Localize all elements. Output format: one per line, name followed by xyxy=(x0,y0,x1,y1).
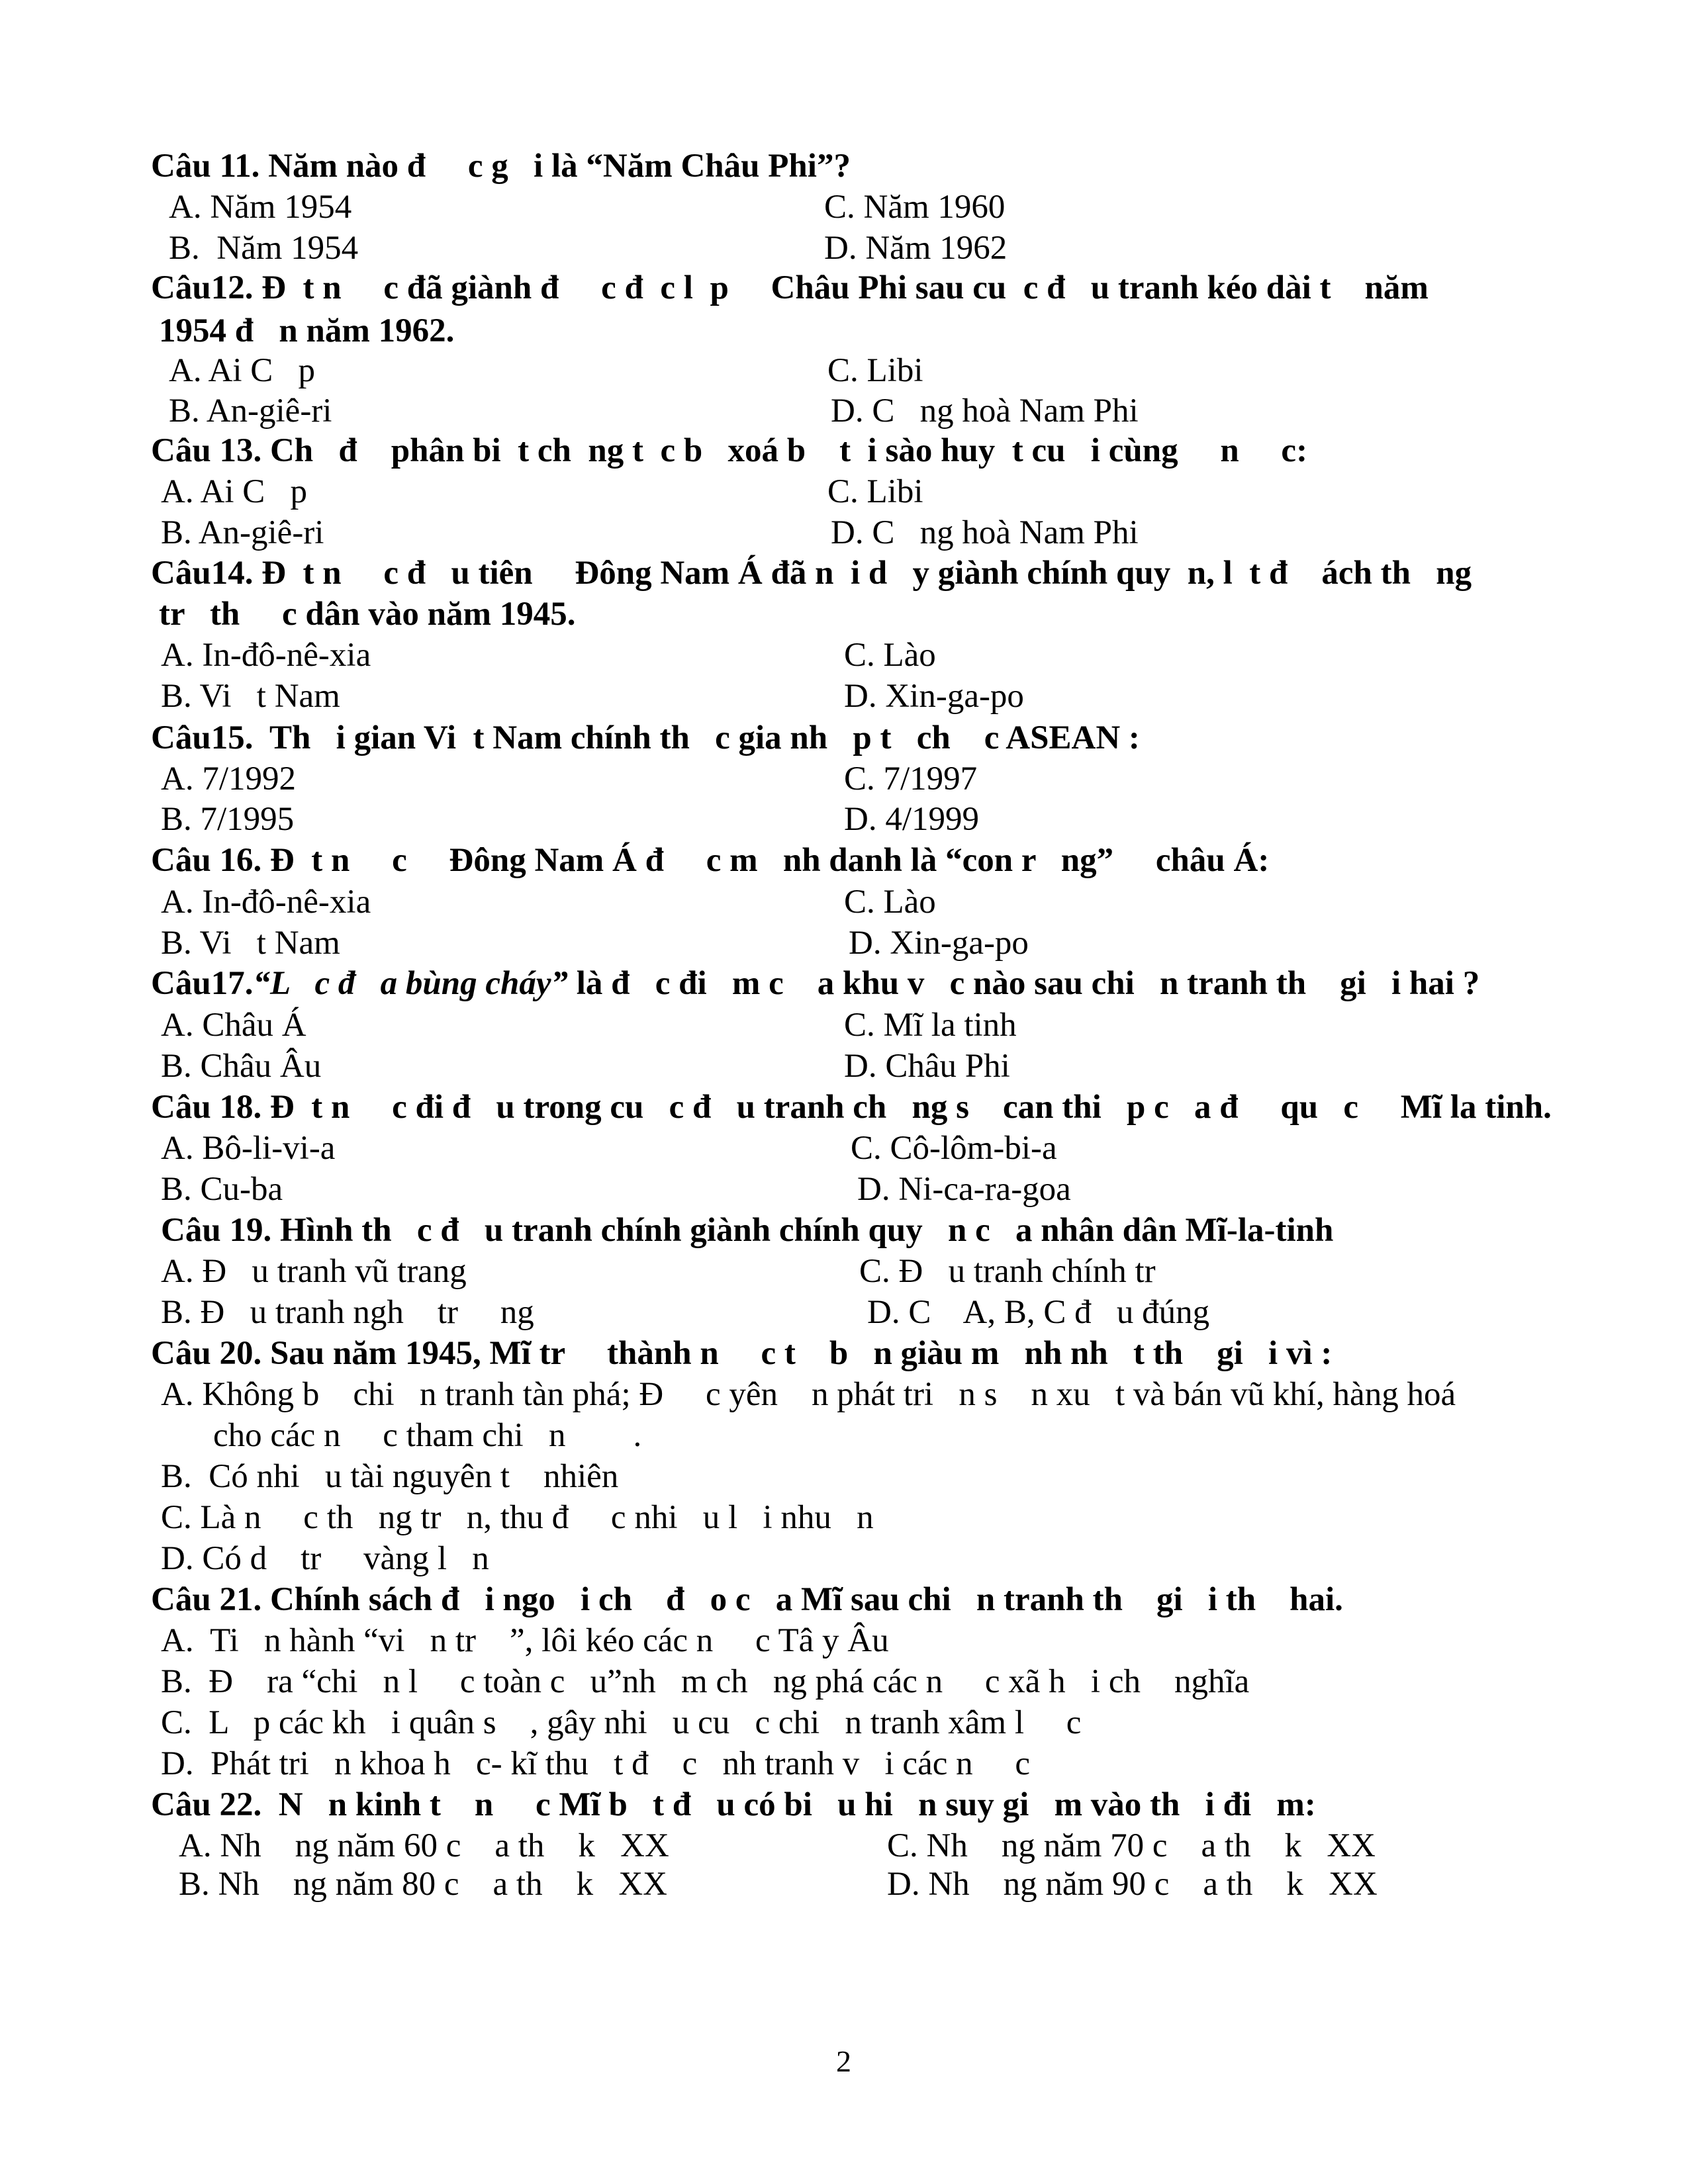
q14-option-d: D. Xin-ga-po xyxy=(844,678,1024,715)
q21-option-a: A. Ti n hành “vi n tr ”, lôi kéo các n c Tâ y Âu xyxy=(161,1622,889,1659)
q11-option-c: C. Năm 1960 xyxy=(824,189,1006,226)
q12-option-d: D. C ng hoà Nam Phi xyxy=(831,392,1139,430)
q22-option-b: B. Nh ng năm 80 c a th k XX xyxy=(179,1866,668,1903)
q15-option-d: D. 4/1999 xyxy=(844,801,979,838)
q20-option-a-line1: A. Không b chi n tranh tàn phá; Đ c yên n phát tri n s n xu t và bán vũ khí, hàng hoá xyxy=(161,1376,1456,1413)
question-17-title xyxy=(151,967,1479,1001)
q18-option-a: A. Bô-li-vi-a xyxy=(161,1130,336,1167)
q17-option-d: D. Châu Phi xyxy=(844,1048,1010,1085)
q21-option-b: B. Đ ra “chi n l c toàn c u”nh m ch ng phá các n c xã h i ch nghĩa xyxy=(161,1663,1250,1700)
q12-option-a: A. Ai C p xyxy=(169,352,316,389)
q11-option-a: A. Năm 1954 xyxy=(169,189,352,226)
question-18-title: Câu 18. Đ t n c đi đ u trong cu c đ u tranh ch ng s can thi p c a đ qu c Mĩ la tinh. xyxy=(151,1089,1552,1126)
q22-option-d: D. Nh ng năm 90 c a th k XX xyxy=(887,1866,1378,1903)
q18-option-d: D. Ni-ca-ra-goa xyxy=(857,1171,1071,1208)
q12-option-c: C. Libi xyxy=(827,352,923,389)
question-15-title: Câu15. Th i gian Vi t Nam chính th c gia nh p t ch c ASEAN : xyxy=(151,719,1140,756)
q20-option-a-line2: cho các n c tham chi n . xyxy=(213,1417,642,1454)
q21-option-d: D. Phát tri n khoa h c- kĩ thu t đ c nh tranh v i các n c xyxy=(161,1745,1030,1782)
q14-option-c: C. Lào xyxy=(844,637,936,674)
q15-option-a: A. 7/1992 xyxy=(161,760,296,797)
question-12-title-line2: 1954 đ n năm 1962. xyxy=(159,312,455,349)
question-13-title: Câu 13. Ch đ phân bi t ch ng t c b xoá b t i sào huy t cu i cùng n c: xyxy=(151,432,1308,469)
q17-option-a: A. Châu Á xyxy=(161,1007,306,1044)
q18-option-b: B. Cu-ba xyxy=(161,1171,283,1208)
q18-option-c: C. Cô-lôm-bi-a xyxy=(851,1130,1057,1167)
question-11-title: Câu 11. Năm nào đ c g i là “Năm Châu Phi”? xyxy=(151,148,851,185)
question-14-title-line2: tr th c dân vào năm 1945. xyxy=(159,596,576,633)
q13-option-c: C. Libi xyxy=(827,473,923,510)
q20-option-c: C. Là n c th ng tr n, thu đ c nhi u l i nhu n xyxy=(161,1499,874,1536)
question-22-title: Câu 22. N n kinh t n c Mĩ b t đ u có bi u hi n suy gi m vào th i đi m: xyxy=(151,1786,1316,1823)
q17-rest: là đ c đi m c a khu v c nào sau chi n tranh th gi i hai ? xyxy=(567,965,1480,1002)
q16-option-c: C. Lào xyxy=(844,884,936,921)
q17-italic-phrase: “L c đ a bùng cháy” xyxy=(253,965,568,1002)
question-14-title-line1: Câu14. Đ t n c đ u tiên Đông Nam Á đã n i d y giành chính quy n, l t đ ách th ng xyxy=(151,555,1472,592)
q20-option-d: D. Có d tr vàng l n xyxy=(161,1540,489,1577)
q11-option-d: D. Năm 1962 xyxy=(824,230,1008,267)
q16-option-d: D. Xin-ga-po xyxy=(849,925,1029,962)
q13-option-a: A. Ai C p xyxy=(161,473,308,510)
q21-option-c: C. L p các kh i quân s , gây nhi u cu c chi n tranh xâm l c xyxy=(161,1704,1082,1741)
q13-option-d: D. C ng hoà Nam Phi xyxy=(831,514,1139,551)
q13-option-b: B. An-giê-ri xyxy=(161,514,324,551)
q16-option-a: A. In-đô-nê-xia xyxy=(161,884,371,921)
q22-option-a: A. Nh ng năm 60 c a th k XX xyxy=(179,1827,669,1864)
q19-option-b: B. Đ u tranh ngh tr ng xyxy=(161,1294,534,1331)
q19-option-a: A. Đ u tranh vũ trang xyxy=(161,1253,467,1290)
question-16-title: Câu 16. Đ t n c Đông Nam Á đ c m nh danh là “con r ng” châu Á: xyxy=(151,842,1270,879)
q12-option-b: B. An-giê-ri xyxy=(169,392,332,430)
q19-option-d: D. C A, B, C đ u đúng xyxy=(867,1294,1210,1331)
q16-option-b: B. Vi t Nam xyxy=(161,925,340,962)
q17-option-c: C. Mĩ la tinh xyxy=(844,1007,1017,1044)
q14-option-b: B. Vi t Nam xyxy=(161,678,340,715)
q15-option-c: C. 7/1997 xyxy=(844,760,978,797)
q11-option-b: B. Năm 1954 xyxy=(169,230,359,267)
q14-option-a: A. In-đô-nê-xia xyxy=(161,637,371,674)
q19-option-c: C. Đ u tranh chính tr xyxy=(859,1253,1156,1290)
q17-prefix: Câu17. xyxy=(151,965,254,1002)
q22-option-c: C. Nh ng năm 70 c a th k XX xyxy=(887,1827,1376,1864)
q15-option-b: B. 7/1995 xyxy=(161,801,295,838)
page-number: 2 xyxy=(836,2044,851,2078)
question-20-title: Câu 20. Sau năm 1945, Mĩ tr thành n c t b n giàu m nh nh t th gi i vì : xyxy=(151,1335,1333,1372)
question-19-title: Câu 19. Hình th c đ u tranh chính giành chính quy n c a nhân dân Mĩ-la-tinh xyxy=(161,1212,1334,1249)
question-21-title: Câu 21. Chính sách đ i ngo i ch đ o c a Mĩ sau chi n tranh th gi i th hai. xyxy=(151,1581,1343,1618)
q20-option-b: B. Có nhi u tài nguyên t nhiên xyxy=(161,1458,619,1495)
question-12-title-line1: Câu12. Đ t n c đã giành đ c đ c l p Châu Phi sau cu c đ u tranh kéo dài t năm xyxy=(151,269,1429,306)
q17-option-b: B. Châu Âu xyxy=(161,1048,322,1085)
